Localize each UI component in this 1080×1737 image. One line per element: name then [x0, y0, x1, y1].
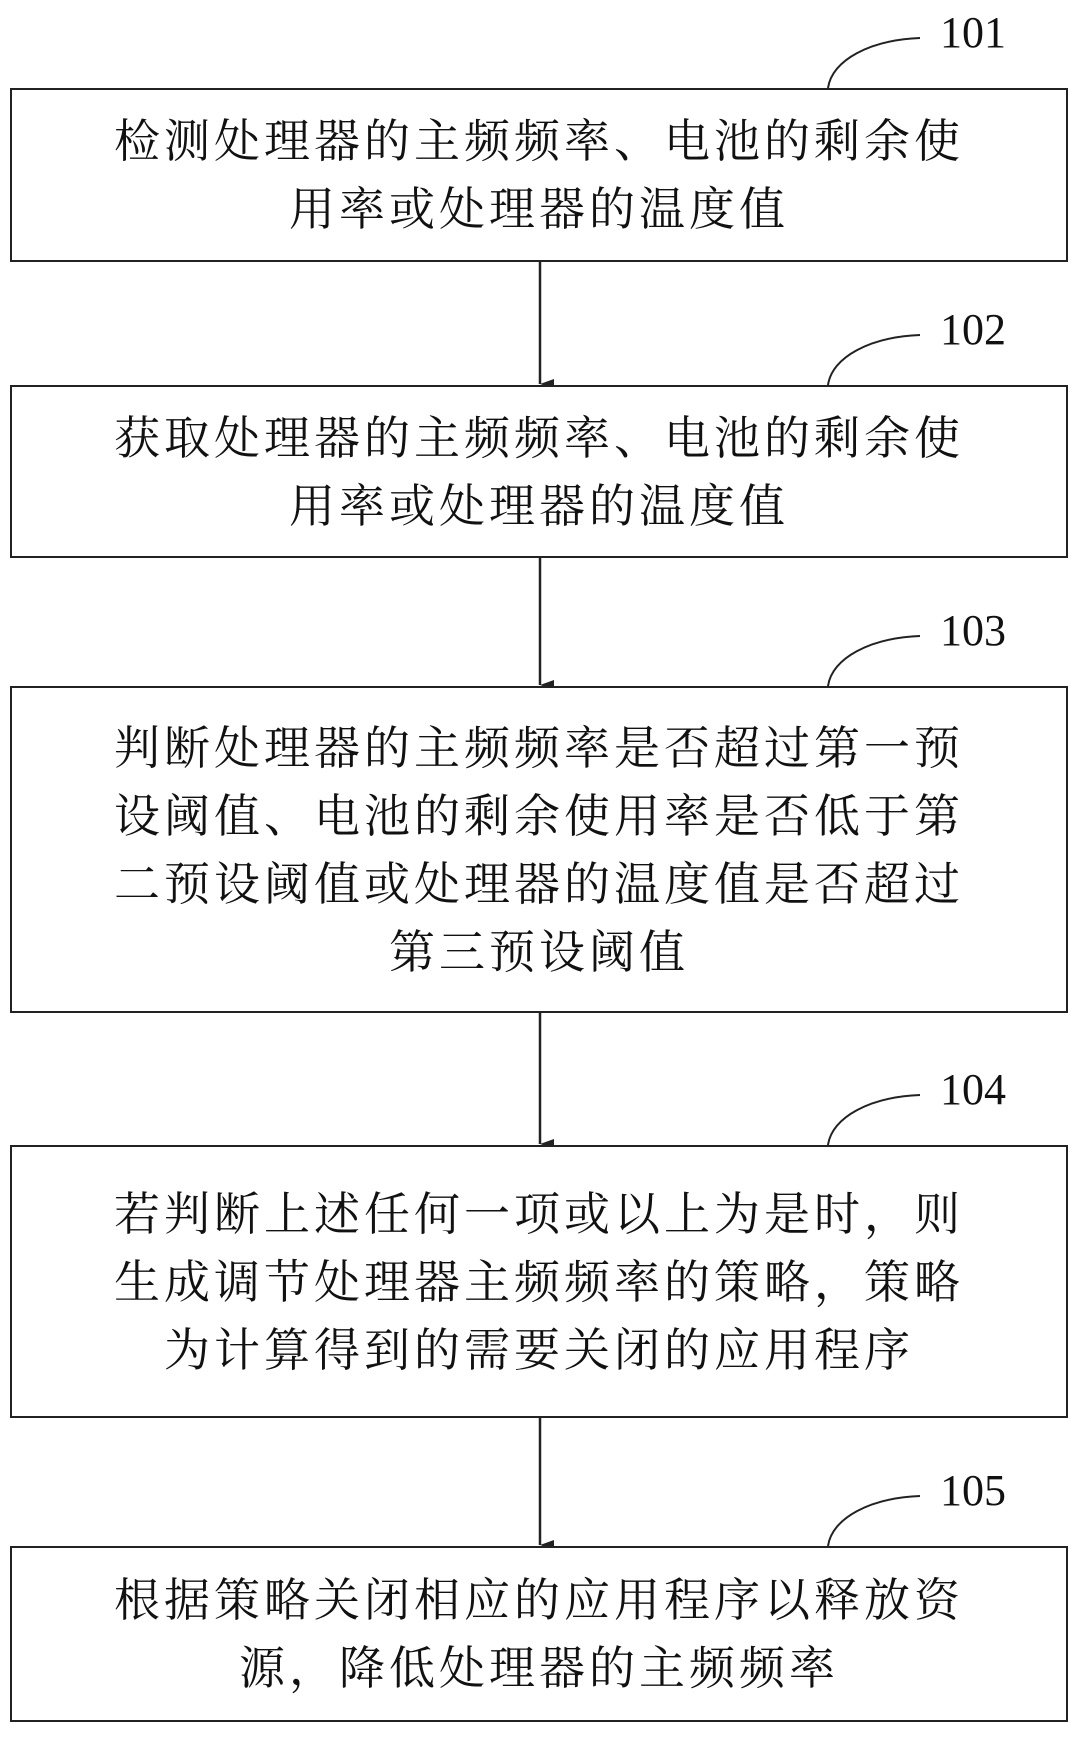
step-box-105 — [10, 1546, 1068, 1722]
step-text-104: 若判断上述任何一项或以上为是时，则 生成调节处理器主频频率的策略，策略 为计算得到的需要关闭的应用程序 — [114, 1186, 964, 1377]
step-box-104 — [10, 1145, 1068, 1418]
step-box-103 — [10, 686, 1068, 1013]
label-leader-101 — [828, 38, 920, 88]
label-leader-105 — [828, 1496, 920, 1546]
step-label-104: 104 — [940, 1065, 1006, 1114]
step-label-101: 101 — [940, 8, 1006, 57]
step-label-105: 105 — [940, 1466, 1006, 1515]
step-text-103: 判断处理器的主频频率是否超过第一预 设阈值、电池的剩余使用率是否低于第 二预设阈值或处理器的温度值是否超过 第三预设阈值 — [114, 720, 964, 979]
step-label-103: 103 — [940, 606, 1006, 655]
step-text-102: 获取处理器的主频频率、电池的剩余使 用率或处理器的温度值 — [114, 410, 964, 533]
step-label-102: 102 — [940, 305, 1006, 354]
label-leader-104 — [828, 1095, 920, 1145]
label-leader-103 — [828, 636, 920, 686]
step-box-102 — [10, 385, 1068, 558]
step-text-105: 根据策略关闭相应的应用程序以释放资 源，降低处理器的主频频率 — [114, 1573, 964, 1695]
step-box-101 — [10, 88, 1068, 262]
step-text-101: 检测处理器的主频频率、电池的剩余使 用率或处理器的温度值 — [114, 114, 964, 236]
label-leader-102 — [828, 335, 920, 385]
